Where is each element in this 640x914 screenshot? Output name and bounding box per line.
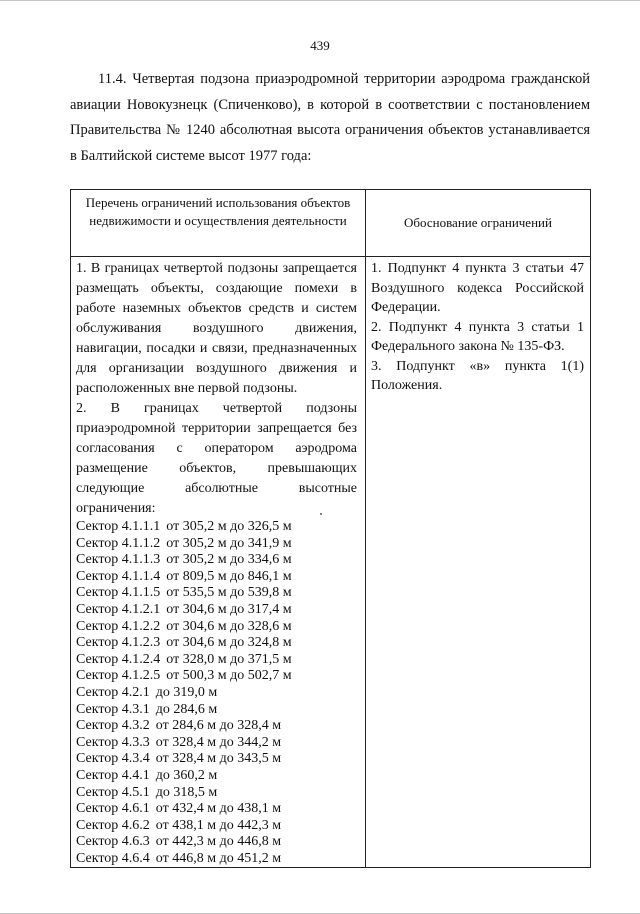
sector-code: Сектор 4.1.1.2 [76, 535, 161, 551]
sector-row [76, 536, 357, 553]
sector-range: от 809,5 м до 846,1 м [166, 568, 292, 584]
sector-code: Сектор 4.1.2.5 [76, 668, 161, 684]
sector-row [76, 585, 357, 602]
sector-range: от 446,8 м до 451,2 м [155, 850, 282, 866]
sector-code: Сектор 4.1.1.1 [76, 519, 161, 534]
sector-range: от 328,4 м до 343,5 м [155, 751, 282, 767]
sector-row [76, 735, 357, 752]
sector-row [76, 785, 357, 802]
intro-paragraph: 11.4. Четвертая подзона приаэродромной территории аэродрома гражданской авиации Новокузнецк (Спиченково), в которой в соответствии с постановлением Правительства № 1240 абсолютная высота ограничения объектов устанавливается в Балтийской системе высот 1977 года: [70, 71, 590, 164]
sector-code: Сектор 4.6.2 [76, 817, 150, 833]
sector-row [76, 801, 357, 818]
sector-range: от 328,0 м до 371,5 м [166, 651, 292, 667]
sector-row [76, 751, 357, 768]
sector-row [76, 602, 357, 619]
header-restrictions-list: Перечень ограничений использования объектов недвижимости и осуществления деятельности [71, 190, 366, 257]
sector-range: от 500,3 м до 502,7 м [166, 668, 292, 684]
sector-code: Сектор 4.6.3 [76, 834, 150, 850]
sector-row [76, 569, 357, 586]
sector-row [76, 668, 357, 685]
sector-code: Сектор 4.6.1 [76, 801, 150, 817]
page-number: 439 [310, 38, 330, 53]
sector-range: от 304,6 м до 324,8 м [166, 635, 292, 651]
sector-range: до 318,5 м [155, 784, 218, 800]
sector-code: Сектор 4.1.1.4 [76, 568, 161, 584]
sector-code: Сектор 4.3.3 [76, 734, 150, 750]
restriction-item-1: 1. В границах четвертой подзоны запрещается размещать объекты, создающие помехи в работе наземных объектов средств и систем обслуживания воздушного движения, навигации, посадки и связи, предназначенных для организации воздушного движения и расположенных вне первой подзоны. [76, 261, 357, 396]
sector-range: от 304,6 м до 328,6 м [166, 618, 292, 634]
sector-row [76, 718, 357, 735]
sector-code: Сектор 4.3.4 [76, 751, 150, 767]
sector-row [76, 685, 357, 702]
table-body-row [71, 257, 591, 868]
sector-list [76, 519, 357, 867]
sector-row [76, 834, 357, 851]
sector-code: Сектор 4.3.2 [76, 718, 150, 734]
restriction-item-2: 2. В границах четвертой подзоны приаэродромной территории запрещается без согласования с оператором аэродрома размещение объектов, превышающих следующие абсолютные высотные ограничения: [76, 401, 357, 516]
basis-item-3: 3. Подпункт «в» пункта 1(1) Положения. [371, 358, 584, 393]
restrictions-cell [71, 257, 366, 868]
sector-code: Сектор 4.1.2.3 [76, 635, 161, 651]
sector-code: Сектор 4.2.1 [76, 684, 150, 700]
sector-range: от 442,3 м до 446,8 м [155, 834, 282, 850]
sector-range: от 438,1 м до 442,3 м [155, 817, 282, 833]
sector-code: Сектор 4.1.2.1 [76, 601, 161, 617]
sector-row [76, 519, 357, 536]
sector-code: Сектор 4.1.1.3 [76, 552, 161, 568]
sector-range: от 284,6 м до 328,4 м [155, 718, 282, 734]
restrictions-table [70, 189, 591, 868]
sector-range: от 305,2 м до 334,6 м [166, 552, 292, 568]
header-justification: Обоснование ограничений [366, 190, 591, 257]
sector-row [76, 635, 357, 652]
sector-range: от 304,6 м до 317,4 м [166, 601, 292, 617]
basis-item-2: 2. Подпункт 4 пункта 3 статьи 1 Федерального закона № 135-ФЗ. [371, 319, 584, 354]
sector-code: Сектор 4.5.1 [76, 784, 150, 800]
sector-range: от 535,5 м до 539,8 м [166, 585, 292, 601]
sector-row [76, 702, 357, 719]
sector-range: до 284,6 м [155, 701, 218, 717]
sector-range: от 432,4 м до 438,1 м [155, 801, 282, 817]
sector-row [76, 768, 357, 785]
table-header-row [71, 190, 591, 257]
sector-row [76, 552, 357, 569]
sector-row [76, 619, 357, 636]
sector-code: Сектор 4.3.1 [76, 701, 150, 717]
sector-range: до 360,2 м [155, 767, 218, 783]
sector-range: до 319,0 м [155, 684, 218, 700]
sector-row [76, 851, 357, 868]
scan-speck [320, 513, 322, 515]
sector-code: Сектор 4.6.4 [76, 850, 150, 866]
sector-row [76, 652, 357, 669]
sector-code: Сектор 4.1.2.4 [76, 651, 161, 667]
sector-code: Сектор 4.1.1.5 [76, 585, 161, 601]
sector-code: Сектор 4.1.2.2 [76, 618, 161, 634]
sector-range: от 328,4 м до 344,2 м [155, 734, 282, 750]
sector-range: от 305,2 м до 341,9 м [166, 535, 292, 551]
sector-range: от 305,2 м до 326,5 м [166, 519, 292, 534]
basis-item-1: 1. Подпункт 4 пункта 3 статьи 47 Воздушного кодекса Российской Федерации. [371, 261, 584, 315]
sector-row [76, 818, 357, 835]
justification-cell [366, 257, 591, 868]
sector-code: Сектор 4.4.1 [76, 767, 150, 783]
